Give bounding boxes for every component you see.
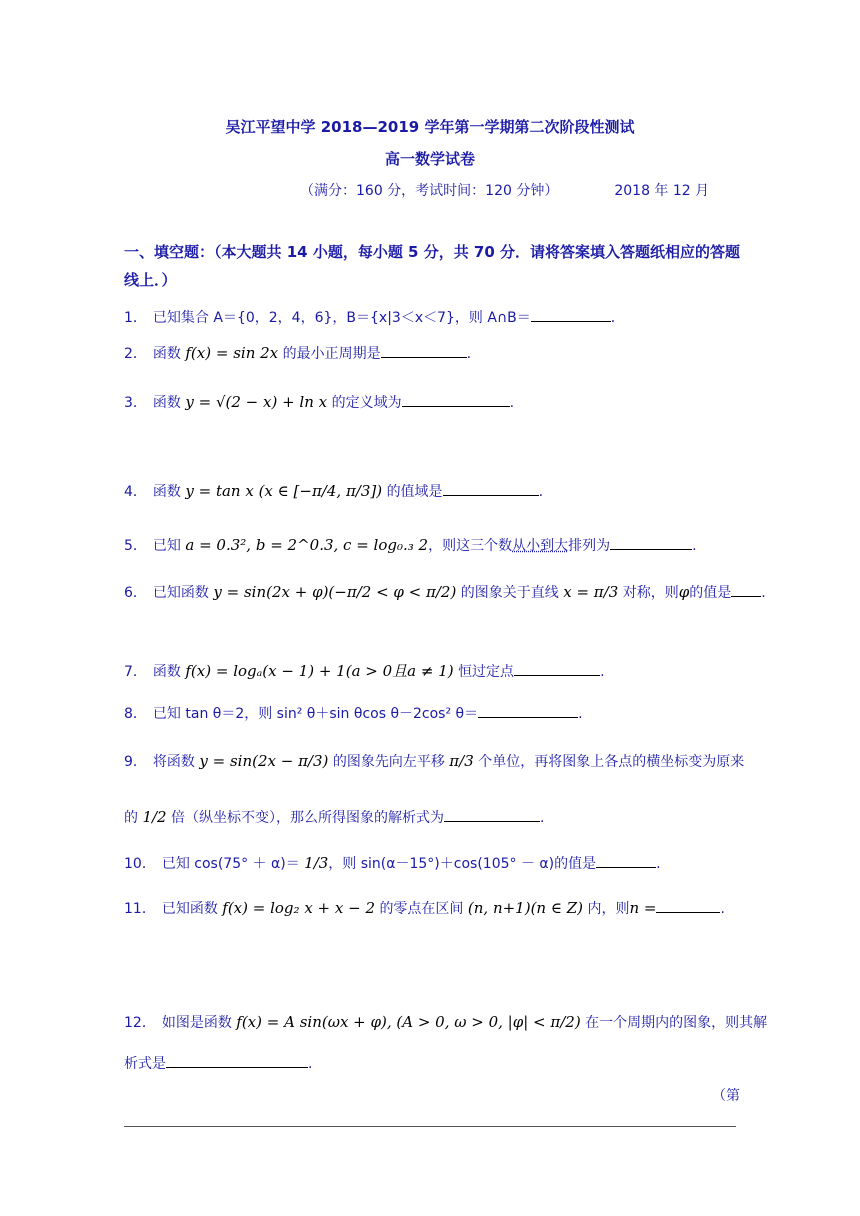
question-text: 已知 (152, 538, 181, 554)
math-expression: f(x) = A sin(ωx + φ), (A > 0, ω > 0, |φ| < π/2) (236, 1013, 581, 1031)
question-number: 2． (124, 346, 147, 362)
question-end: . (720, 901, 725, 917)
answer-blank (402, 392, 510, 407)
question-number: 3． (124, 395, 147, 411)
answer-blank (381, 343, 467, 358)
math-expression: f(x) = sin 2x (185, 344, 279, 362)
exam-title: 吴江平望中学 2018—2019 学年第一学期第二次阶段性测试 (225, 118, 635, 136)
question-text: 的零点在区间 (379, 901, 464, 917)
question-1 (124, 307, 754, 327)
question-6 (124, 582, 766, 602)
question-text: 的图象关于直线 (460, 585, 559, 601)
question-text: 已知集合 A＝{0，2，4，6}，B＝{x|3＜x＜7}，则 A∩B＝ (152, 310, 531, 326)
exam-date: 2018 年 12 月 (614, 183, 710, 199)
question-text: 析式是 (124, 1056, 166, 1072)
question-end: . (578, 706, 583, 722)
math-expression: φ (678, 583, 690, 601)
exam-score-time: （满分：160 分，考试时间：120 分钟） (300, 183, 559, 199)
answer-blank (444, 807, 540, 822)
question-text: 函数 (152, 395, 181, 411)
figure-caption: （第 (712, 1088, 740, 1104)
answer-blank (166, 1053, 308, 1068)
question-number: 11． (124, 901, 156, 917)
question-7 (124, 660, 754, 681)
question-text: 内，则 (587, 901, 630, 917)
emphasis-text: 从小到大 (512, 538, 569, 554)
question-text: 已知函数 (152, 585, 209, 601)
question-9-continued (124, 807, 754, 827)
question-end: . (600, 664, 605, 680)
answer-blank (596, 853, 656, 868)
horizontal-divider (124, 1126, 736, 1127)
question-5 (124, 535, 754, 555)
question-text: 在一个周期内的图象，则其解 (585, 1015, 768, 1031)
question-number: 8． (124, 706, 147, 722)
answer-blank (731, 582, 761, 597)
math-expression: y = sin(2x + φ)(−π/2 < φ < π/2) (213, 583, 457, 601)
question-text: 的最小正周期是 (282, 346, 381, 362)
question-end: . (466, 346, 472, 362)
math-expression: y = √(2 − x) + ln x (185, 393, 328, 411)
section-heading: 一、填空题：（本大题共 14 小题，每小题 5 分，共 70 分．请将答案填入答题纸相应的答题线上．） (124, 243, 741, 289)
question-end: ． (610, 310, 625, 326)
math-expression: 1/3 (304, 854, 329, 872)
question-number: 12． (124, 1015, 156, 1031)
question-text: 的值域是 (386, 484, 443, 500)
math-expression: y = sin(2x − π/3) (199, 752, 329, 770)
question-number: 1． (124, 310, 147, 326)
question-text: ，则这三个数 (428, 538, 513, 554)
question-end: . (656, 856, 661, 872)
math-expression: f(x) = log₂ x + x − 2 (222, 899, 375, 917)
question-12-continued (124, 1053, 754, 1073)
question-text: 对称，则 (622, 585, 679, 601)
question-number: 10． (124, 856, 156, 872)
math-expression: f(x) = logₐ(x − 1) + 1(a > 0且a ≠ 1) (185, 662, 454, 680)
math-expression: 1/2 (142, 808, 167, 826)
question-text: 个单位，再将图象上各点的横坐标变为原来 (478, 754, 745, 770)
question-number: 6． (124, 585, 147, 601)
question-number: 7． (124, 664, 147, 680)
question-12 (124, 1012, 768, 1032)
question-text: 函数 (152, 346, 181, 362)
math-expression: a = 0.3², b = 2^0.3, c = log₀.₃ 2 (185, 536, 429, 554)
question-text: 的值是 (689, 585, 732, 601)
exam-info (300, 180, 709, 200)
question-text: 函数 (152, 664, 181, 680)
question-end: . (538, 484, 544, 500)
answer-blank (531, 307, 611, 322)
question-number: 9． (124, 754, 147, 770)
question-text: 如图是函数 (161, 1015, 232, 1031)
question-4 (124, 481, 754, 501)
question-end: . (540, 810, 545, 826)
question-text: 的定义域为 (331, 395, 402, 411)
question-text: 的 (124, 810, 138, 826)
question-end: . (509, 395, 515, 411)
question-text: 已知 tan θ＝2，则 sin² θ＋sin θcos θ－2cos² θ＝ (152, 706, 479, 722)
question-10 (124, 853, 754, 873)
math-expression: y = tan x (x ∈ [−π/4, π/3]) (185, 482, 383, 500)
question-end: . (692, 538, 697, 554)
question-text: 倍（纵坐标不变），那么所得图象的解析式为 (171, 810, 445, 826)
answer-blank (610, 535, 692, 550)
question-text: 已知函数 (161, 901, 218, 917)
answer-blank (443, 481, 539, 496)
question-end: . (308, 1056, 313, 1072)
question-8 (124, 703, 754, 723)
question-text: 恒过定点 (458, 664, 515, 680)
question-11 (124, 898, 754, 918)
question-text: 函数 (152, 484, 181, 500)
question-3 (124, 392, 754, 412)
exam-subtitle: 高一数学试卷 (384, 150, 475, 168)
math-expression: n = (629, 899, 657, 917)
math-expression: (n, n+1)(n ∈ Z) (467, 899, 583, 917)
answer-blank (514, 661, 600, 676)
question-number: 4． (124, 484, 147, 500)
question-end: . (761, 585, 766, 601)
question-text: 的图象先向左平移 (332, 754, 445, 770)
answer-blank (656, 898, 720, 913)
math-expression: x = π/3 (563, 583, 619, 601)
question-2 (124, 343, 754, 363)
math-expression: π/3 (449, 752, 474, 770)
answer-blank (478, 703, 578, 718)
question-text: 排列为 (568, 538, 611, 554)
question-text: 将函数 (152, 754, 195, 770)
question-number: 5． (124, 538, 147, 554)
question-text: 已知 cos(75° ＋ α)＝ (161, 856, 300, 872)
question-9 (124, 751, 754, 771)
question-text: ，则 sin(α－15°)＋cos(105° － α)的值是 (328, 856, 597, 872)
